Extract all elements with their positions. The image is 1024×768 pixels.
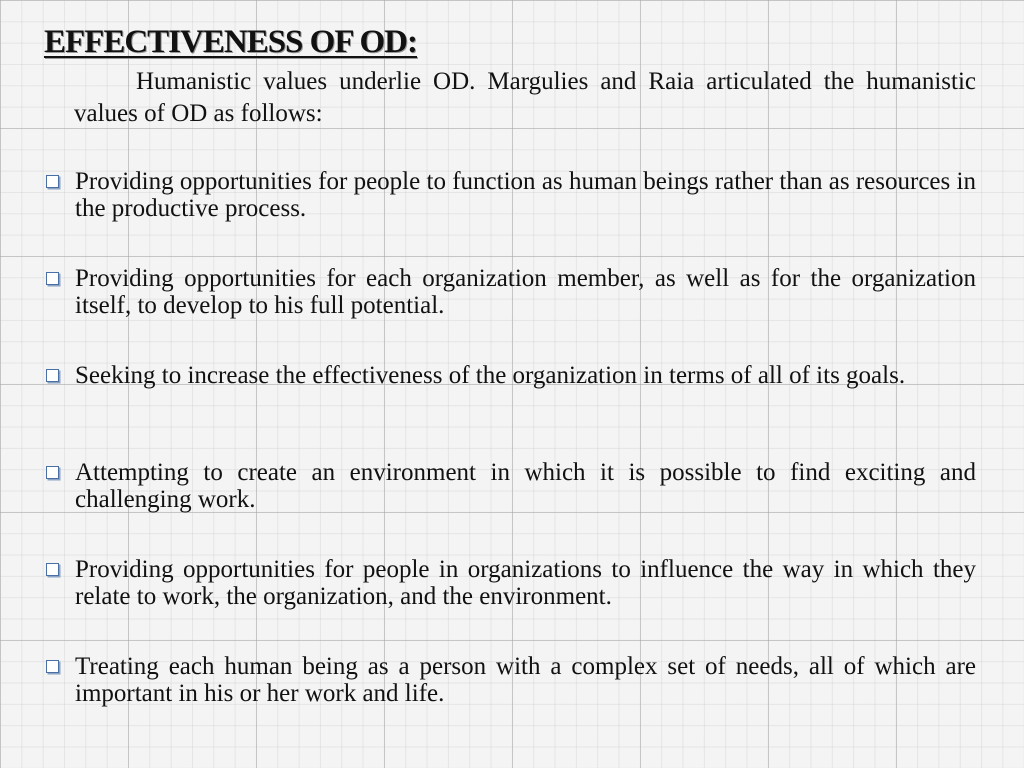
intro-paragraph: [74, 66, 976, 130]
intro-text: Humanistic values underlie OD. Margulies and Raia articulated the humanistic values of OD as follows:: [74, 68, 976, 127]
slide-title: EFFECTIVENESS OF OD:: [44, 24, 418, 60]
list-item: [44, 459, 976, 556]
square-bullet-icon: [46, 175, 59, 188]
bullet-text: Providing opportunities for each organization member, as well as for the organization itself, to develop to his full potential.: [75, 265, 976, 319]
bullet-text: Attempting to create an environment in which it is possible to find exciting and challenging work.: [75, 459, 976, 513]
bullet-list: [44, 168, 976, 750]
list-item: [44, 265, 976, 362]
square-bullet-icon: [46, 272, 59, 285]
square-bullet-icon: [46, 563, 59, 576]
bullet-text: Providing opportunities for people to function as human beings rather than as resources in the productive process.: [75, 168, 976, 222]
square-bullet-icon: [46, 369, 59, 382]
square-bullet-icon: [46, 466, 59, 479]
list-item: [44, 168, 976, 265]
list-item: [44, 362, 976, 459]
bullet-text: Treating each human being as a person with a complex set of needs, all of which are important in his or her work and life.: [75, 653, 976, 707]
list-item: [44, 653, 976, 750]
bullet-text: Providing opportunities for people in organizations to influence the way in which they relate to work, the organization, and the environment.: [75, 556, 976, 610]
bullet-text: Seeking to increase the effectiveness of the organization in terms of all of its goals.: [75, 362, 906, 389]
square-bullet-icon: [46, 660, 59, 673]
list-item: [44, 556, 976, 653]
